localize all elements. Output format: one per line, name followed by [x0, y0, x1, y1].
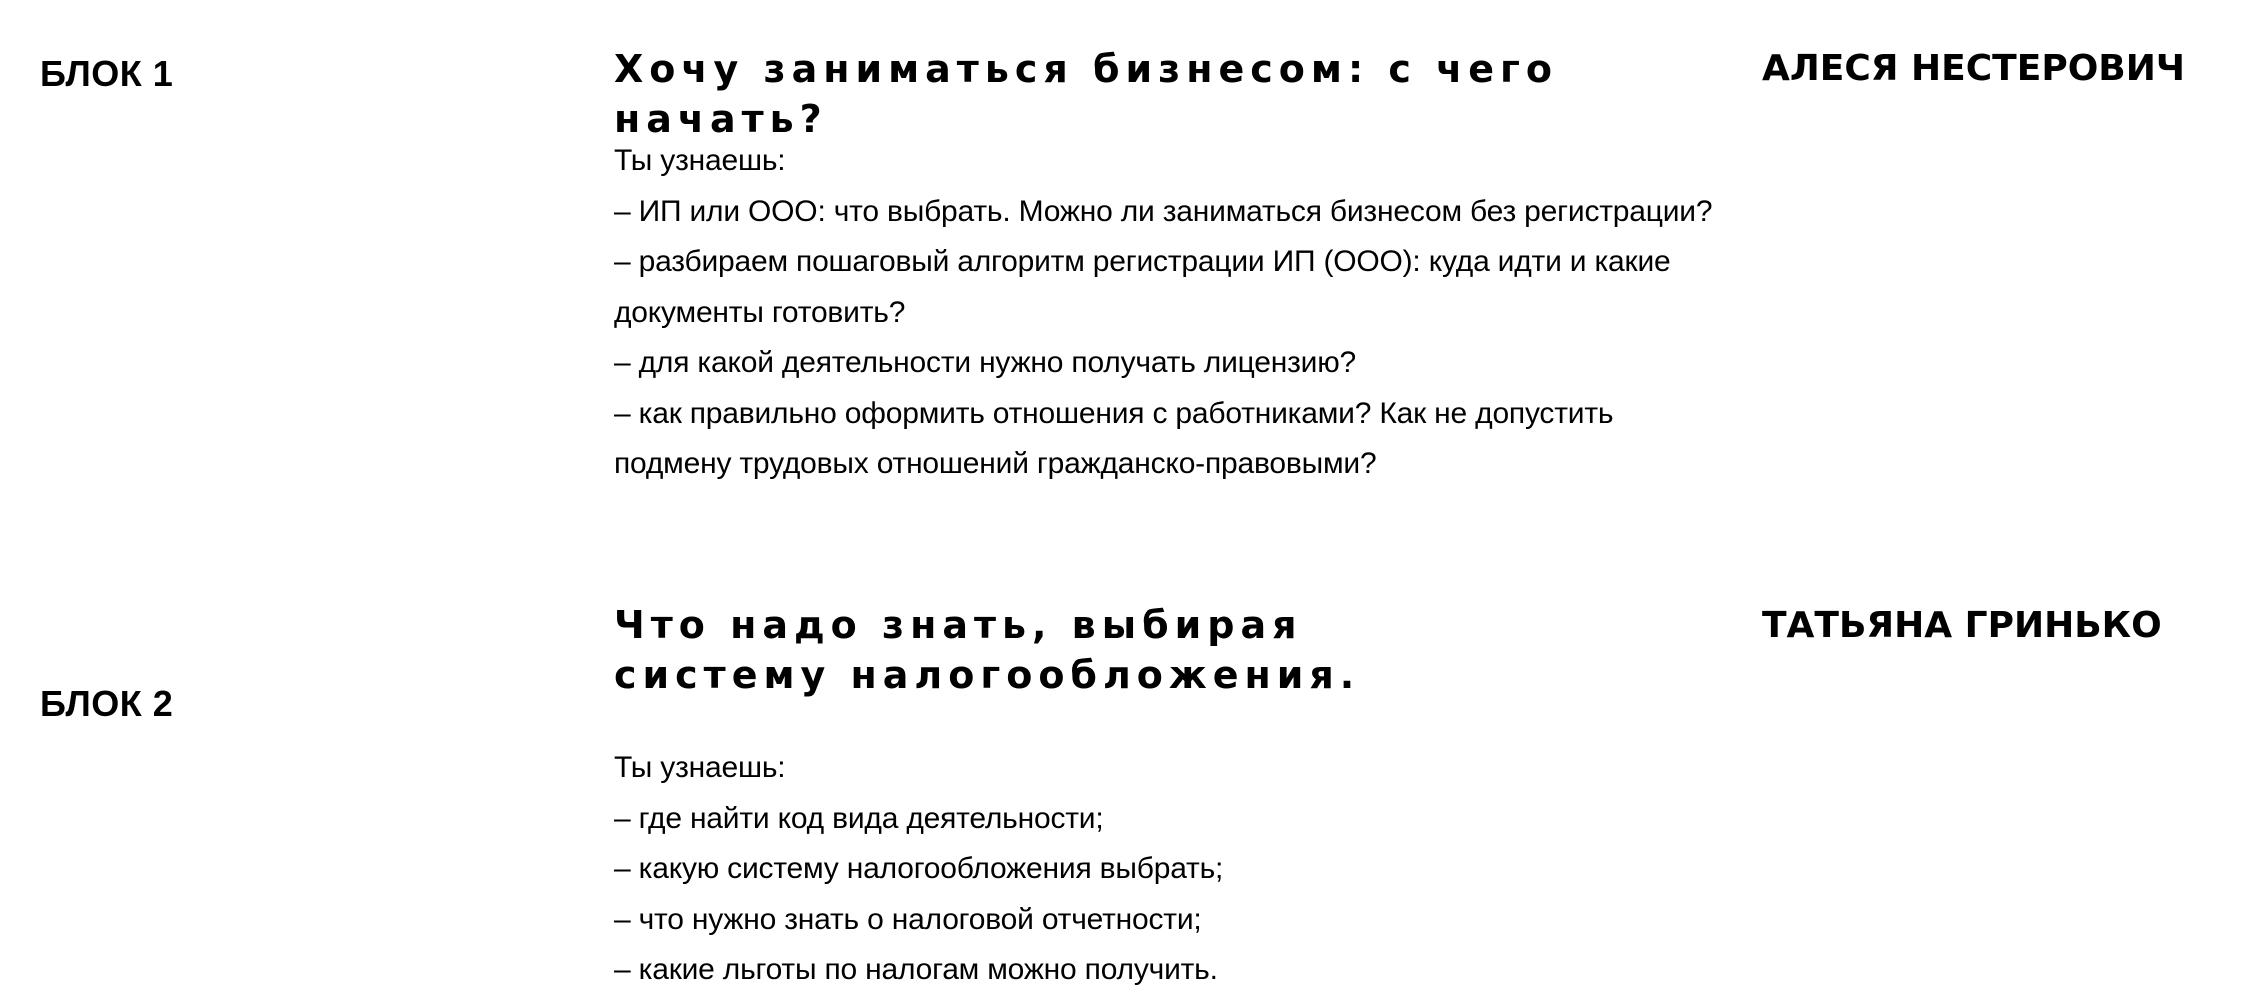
speaker-name: ТАТЬЯНА ГРИНЬКО: [1762, 605, 2162, 646]
description-item: – какую систему налогообложения выбрать;: [614, 852, 1224, 885]
block-title: Хочу заниматься бизнесом: с чего начать?: [614, 47, 1558, 141]
block-description: [614, 136, 1744, 490]
block-title: Что надо знать, выбирая систему налогообложения.: [614, 603, 1361, 697]
description-item: – ИП или ООО: что выбрать. Можно ли заниматься бизнесом без регистрации?: [614, 194, 1713, 228]
description-intro: Ты узнаешь:: [614, 751, 786, 784]
description-item: – разбираем пошаговый алгоритм регистрации ИП (ООО): куда идти и какие документы готовить?: [614, 245, 1671, 329]
speaker-name: АЛЕСЯ НЕСТЕРОВИЧ: [1762, 48, 2185, 89]
description-intro: Ты узнаешь:: [614, 144, 786, 177]
description-item: – для какой деятельности нужно получать лицензию?: [614, 346, 1357, 379]
description-item: – что нужно знать о налоговой отчетности;: [614, 902, 1202, 936]
description-item: – как правильно оформить отношения с работниками? Как не допустить подмену трудовых отношений гражданско-правовыми?: [614, 396, 1614, 480]
block-label: БЛОК 1: [40, 53, 174, 94]
block-description: [614, 743, 1744, 996]
block-label: БЛОК 2: [40, 683, 174, 724]
description-item: – где найти код вида деятельности;: [614, 801, 1104, 835]
description-item: – какие льготы по налогам можно получить.: [614, 953, 1218, 986]
